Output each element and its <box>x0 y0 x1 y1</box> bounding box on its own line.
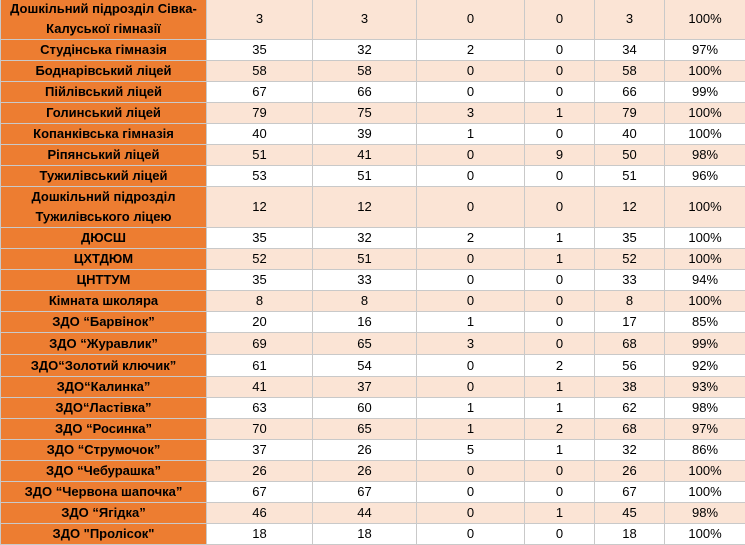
value-cell: 58 <box>207 61 313 82</box>
value-cell: 0 <box>417 503 525 524</box>
value-cell: 52 <box>595 249 665 270</box>
value-cell: 79 <box>207 103 313 124</box>
value-cell: 8 <box>207 291 313 312</box>
value-cell: 20 <box>207 312 313 333</box>
percent-cell: 99% <box>665 82 745 103</box>
value-cell: 3 <box>207 0 313 40</box>
value-cell: 32 <box>595 440 665 461</box>
value-cell: 8 <box>313 291 417 312</box>
value-cell: 1 <box>525 377 595 398</box>
value-cell: 68 <box>595 419 665 440</box>
institution-name: Дошкільний підрозділ Тужилівського ліцею <box>1 187 207 228</box>
value-cell: 41 <box>207 377 313 398</box>
institution-name: ДЮСШ <box>1 228 207 249</box>
value-cell: 0 <box>525 291 595 312</box>
value-cell: 67 <box>595 482 665 503</box>
value-cell: 1 <box>525 103 595 124</box>
table-row <box>1 482 745 503</box>
value-cell: 51 <box>207 145 313 166</box>
institution-name: Дошкільний підрозділ Сівка-Калуської гімназії <box>1 0 207 40</box>
percent-cell: 86% <box>665 440 745 461</box>
value-cell: 32 <box>313 40 417 61</box>
value-cell: 46 <box>207 503 313 524</box>
percent-cell: 100% <box>665 187 745 228</box>
value-cell: 26 <box>313 440 417 461</box>
value-cell: 2 <box>417 228 525 249</box>
percent-cell: 98% <box>665 145 745 166</box>
institution-name: Боднарівський ліцей <box>1 61 207 82</box>
value-cell: 35 <box>595 228 665 249</box>
value-cell: 0 <box>525 461 595 482</box>
value-cell: 16 <box>313 312 417 333</box>
value-cell: 12 <box>595 187 665 228</box>
value-cell: 0 <box>525 61 595 82</box>
value-cell: 56 <box>595 355 665 377</box>
value-cell: 69 <box>207 333 313 355</box>
table-row <box>1 187 745 228</box>
value-cell: 18 <box>207 524 313 545</box>
table-row <box>1 124 745 145</box>
percent-cell: 100% <box>665 61 745 82</box>
value-cell: 3 <box>313 0 417 40</box>
institution-name: Голинський ліцей <box>1 103 207 124</box>
institution-name: ЗДО“Ластівка” <box>1 398 207 419</box>
value-cell: 58 <box>595 61 665 82</box>
table-row <box>1 419 745 440</box>
percent-cell: 85% <box>665 312 745 333</box>
value-cell: 60 <box>313 398 417 419</box>
value-cell: 0 <box>417 145 525 166</box>
value-cell: 79 <box>595 103 665 124</box>
value-cell: 41 <box>313 145 417 166</box>
institution-name: Студінська гімназія <box>1 40 207 61</box>
value-cell: 37 <box>207 440 313 461</box>
value-cell: 0 <box>417 461 525 482</box>
institution-name: ЗДО “Струмочок” <box>1 440 207 461</box>
value-cell: 38 <box>595 377 665 398</box>
value-cell: 65 <box>313 419 417 440</box>
percent-cell: 100% <box>665 524 745 545</box>
value-cell: 34 <box>595 40 665 61</box>
value-cell: 32 <box>313 228 417 249</box>
table-row <box>1 145 745 166</box>
value-cell: 0 <box>417 355 525 377</box>
value-cell: 0 <box>525 270 595 291</box>
percent-cell: 98% <box>665 398 745 419</box>
value-cell: 9 <box>525 145 595 166</box>
value-cell: 1 <box>525 440 595 461</box>
institution-name: ЗДО "Пролісок" <box>1 524 207 545</box>
value-cell: 2 <box>417 40 525 61</box>
value-cell: 0 <box>525 82 595 103</box>
value-cell: 67 <box>207 482 313 503</box>
institution-name: ЦХТДЮМ <box>1 249 207 270</box>
value-cell: 37 <box>313 377 417 398</box>
value-cell: 61 <box>207 355 313 377</box>
value-cell: 70 <box>207 419 313 440</box>
value-cell: 66 <box>313 82 417 103</box>
table-row <box>1 61 745 82</box>
value-cell: 51 <box>313 166 417 187</box>
institution-name: ЗДО“Золотий ключик” <box>1 355 207 377</box>
value-cell: 0 <box>525 187 595 228</box>
table-row <box>1 503 745 524</box>
table-row <box>1 0 745 40</box>
value-cell: 0 <box>417 482 525 503</box>
value-cell: 0 <box>417 166 525 187</box>
percent-cell: 96% <box>665 166 745 187</box>
value-cell: 40 <box>207 124 313 145</box>
percent-cell: 94% <box>665 270 745 291</box>
table-row <box>1 249 745 270</box>
value-cell: 3 <box>417 333 525 355</box>
value-cell: 0 <box>417 377 525 398</box>
value-cell: 3 <box>417 103 525 124</box>
value-cell: 1 <box>525 249 595 270</box>
value-cell: 0 <box>525 166 595 187</box>
value-cell: 0 <box>417 61 525 82</box>
percent-cell: 100% <box>665 482 745 503</box>
institution-name: ЗДО“Калинка” <box>1 377 207 398</box>
table-row <box>1 398 745 419</box>
value-cell: 12 <box>313 187 417 228</box>
value-cell: 51 <box>595 166 665 187</box>
value-cell: 33 <box>595 270 665 291</box>
value-cell: 44 <box>313 503 417 524</box>
table-row <box>1 82 745 103</box>
value-cell: 75 <box>313 103 417 124</box>
value-cell: 26 <box>313 461 417 482</box>
value-cell: 1 <box>525 228 595 249</box>
institution-name: Пійлівський ліцей <box>1 82 207 103</box>
institution-name: ЗДО “Червона шапочка” <box>1 482 207 503</box>
value-cell: 0 <box>417 270 525 291</box>
value-cell: 68 <box>595 333 665 355</box>
value-cell: 0 <box>417 524 525 545</box>
institution-name: Ріпянський ліцей <box>1 145 207 166</box>
percent-cell: 99% <box>665 333 745 355</box>
value-cell: 0 <box>525 482 595 503</box>
value-cell: 58 <box>313 61 417 82</box>
value-cell: 0 <box>417 82 525 103</box>
value-cell: 0 <box>417 187 525 228</box>
value-cell: 35 <box>207 40 313 61</box>
percent-cell: 100% <box>665 461 745 482</box>
value-cell: 35 <box>207 270 313 291</box>
value-cell: 0 <box>417 291 525 312</box>
value-cell: 0 <box>417 249 525 270</box>
value-cell: 35 <box>207 228 313 249</box>
value-cell: 62 <box>595 398 665 419</box>
value-cell: 53 <box>207 166 313 187</box>
percent-cell: 100% <box>665 124 745 145</box>
table-row <box>1 103 745 124</box>
percent-cell: 100% <box>665 0 745 40</box>
percent-cell: 97% <box>665 419 745 440</box>
value-cell: 65 <box>313 333 417 355</box>
institution-name: ЗДО “Чебурашка” <box>1 461 207 482</box>
value-cell: 18 <box>313 524 417 545</box>
percent-cell: 97% <box>665 40 745 61</box>
value-cell: 0 <box>525 0 595 40</box>
table-row <box>1 461 745 482</box>
value-cell: 39 <box>313 124 417 145</box>
percent-cell: 100% <box>665 249 745 270</box>
value-cell: 67 <box>207 82 313 103</box>
value-cell: 2 <box>525 355 595 377</box>
table-row <box>1 440 745 461</box>
value-cell: 50 <box>595 145 665 166</box>
table-row <box>1 228 745 249</box>
percent-cell: 98% <box>665 503 745 524</box>
value-cell: 0 <box>525 524 595 545</box>
value-cell: 12 <box>207 187 313 228</box>
value-cell: 1 <box>417 124 525 145</box>
value-cell: 1 <box>417 419 525 440</box>
table-row <box>1 355 745 377</box>
institution-name: Копанківська гімназія <box>1 124 207 145</box>
value-cell: 0 <box>525 333 595 355</box>
value-cell: 0 <box>525 40 595 61</box>
value-cell: 40 <box>595 124 665 145</box>
value-cell: 0 <box>525 312 595 333</box>
value-cell: 1 <box>417 398 525 419</box>
value-cell: 54 <box>313 355 417 377</box>
table-row <box>1 40 745 61</box>
table-row <box>1 333 745 355</box>
table-row <box>1 270 745 291</box>
institution-name: ЗДО “Журавлик” <box>1 333 207 355</box>
value-cell: 17 <box>595 312 665 333</box>
value-cell: 66 <box>595 82 665 103</box>
value-cell: 63 <box>207 398 313 419</box>
institution-name: Кімната школяра <box>1 291 207 312</box>
value-cell: 45 <box>595 503 665 524</box>
percent-cell: 100% <box>665 291 745 312</box>
value-cell: 1 <box>525 503 595 524</box>
institution-name: ЗДО “Ягідка” <box>1 503 207 524</box>
value-cell: 1 <box>525 398 595 419</box>
table-row <box>1 166 745 187</box>
institution-name: ЦНТТУМ <box>1 270 207 291</box>
institution-name: ЗДО “Росинка” <box>1 419 207 440</box>
table-row <box>1 377 745 398</box>
value-cell: 5 <box>417 440 525 461</box>
value-cell: 0 <box>417 0 525 40</box>
table-row <box>1 291 745 312</box>
value-cell: 52 <box>207 249 313 270</box>
institution-name: ЗДО “Барвінок” <box>1 312 207 333</box>
value-cell: 26 <box>207 461 313 482</box>
value-cell: 1 <box>417 312 525 333</box>
percent-cell: 93% <box>665 377 745 398</box>
value-cell: 33 <box>313 270 417 291</box>
value-cell: 3 <box>595 0 665 40</box>
institution-name: Тужилівський ліцей <box>1 166 207 187</box>
value-cell: 8 <box>595 291 665 312</box>
value-cell: 18 <box>595 524 665 545</box>
value-cell: 0 <box>525 124 595 145</box>
percent-cell: 100% <box>665 103 745 124</box>
percent-cell: 100% <box>665 228 745 249</box>
value-cell: 51 <box>313 249 417 270</box>
percent-cell: 92% <box>665 355 745 377</box>
value-cell: 67 <box>313 482 417 503</box>
value-cell: 2 <box>525 419 595 440</box>
table-row <box>1 312 745 333</box>
value-cell: 26 <box>595 461 665 482</box>
